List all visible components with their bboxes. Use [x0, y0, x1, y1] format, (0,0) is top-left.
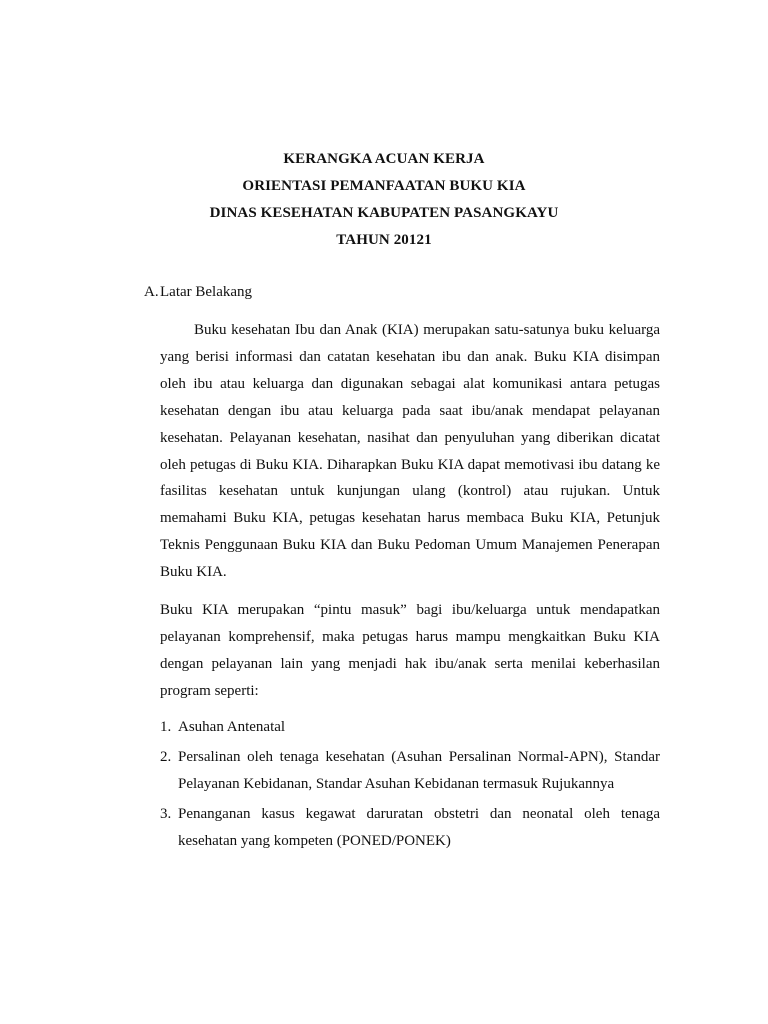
list-item-text: Asuhan Antenatal — [178, 719, 286, 735]
section-heading-text: Latar Belakang — [160, 284, 253, 300]
list-item-number: 3. — [160, 806, 172, 822]
list-item — [160, 744, 660, 798]
title-line-1: KERANGKA ACUAN KERJA — [283, 151, 485, 167]
title-line-3: DINAS KESEHATAN KABUPATEN PASANGKAYU — [209, 205, 559, 221]
document-title — [0, 146, 768, 254]
title-line-4: TAHUN 20121 — [336, 232, 432, 248]
section-heading — [144, 280, 252, 304]
section-letter: A. — [144, 284, 159, 300]
list-item — [160, 714, 660, 741]
paragraph: Buku KIA merupakan “pintu masuk” bagi ibu/keluarga untuk mendapatkan pelayanan komprehensif, maka petugas harus mampu mengkaitkan Buku KIA dengan pelayanan lain yang menjadi hak ibu/anak serta menilai keberhasilan program seperti: — [160, 602, 660, 699]
list-item — [160, 801, 660, 855]
paragraph: Buku kesehatan Ibu dan Anak (KIA) merupakan satu-satunya buku keluarga yang berisi informasi dan catatan kesehatan ibu dan anak. Buku KIA disimpan oleh ibu atau keluarga dan digunakan sebagai alat komunikasi antara petugas kesehatan dengan ibu atau keluarga pada saat ibu/anak mendapat pelayanan kesehatan. Pelayanan kesehatan, nasihat dan penyuluhan yang diberikan dicatat oleh petugas di Buku KIA. Diharapkan Buku KIA dapat memotivasi ibu datang ke fasilitas kesehatan untuk kunjungan ulang (kontrol) atau rujukan. Untuk memahami Buku KIA, petugas kesehatan harus membaca Buku KIA, Petunjuk Teknis Penggunaan Buku KIA dan Buku Pedoman Umum Manajemen Penerapan Buku KIA. — [160, 322, 660, 581]
title-line-2: ORIENTASI PEMANFAATAN BUKU KIA — [242, 178, 526, 194]
list-item-number: 2. — [160, 749, 172, 765]
list-item-text: Persalinan oleh tenaga kesehatan (Asuhan Persalinan Normal-APN), Standar Pelayanan Kebidanan, Standar Asuhan Kebidanan termasuk Rujukannya — [178, 749, 660, 792]
list-item-text: Penanganan kasus kegawat daruratan obstetri dan neonatal oleh tenaga kesehatan yang kompeten (PONED/PONEK) — [178, 806, 660, 849]
list-item-number: 1. — [160, 719, 172, 735]
numbered-list — [160, 714, 660, 858]
